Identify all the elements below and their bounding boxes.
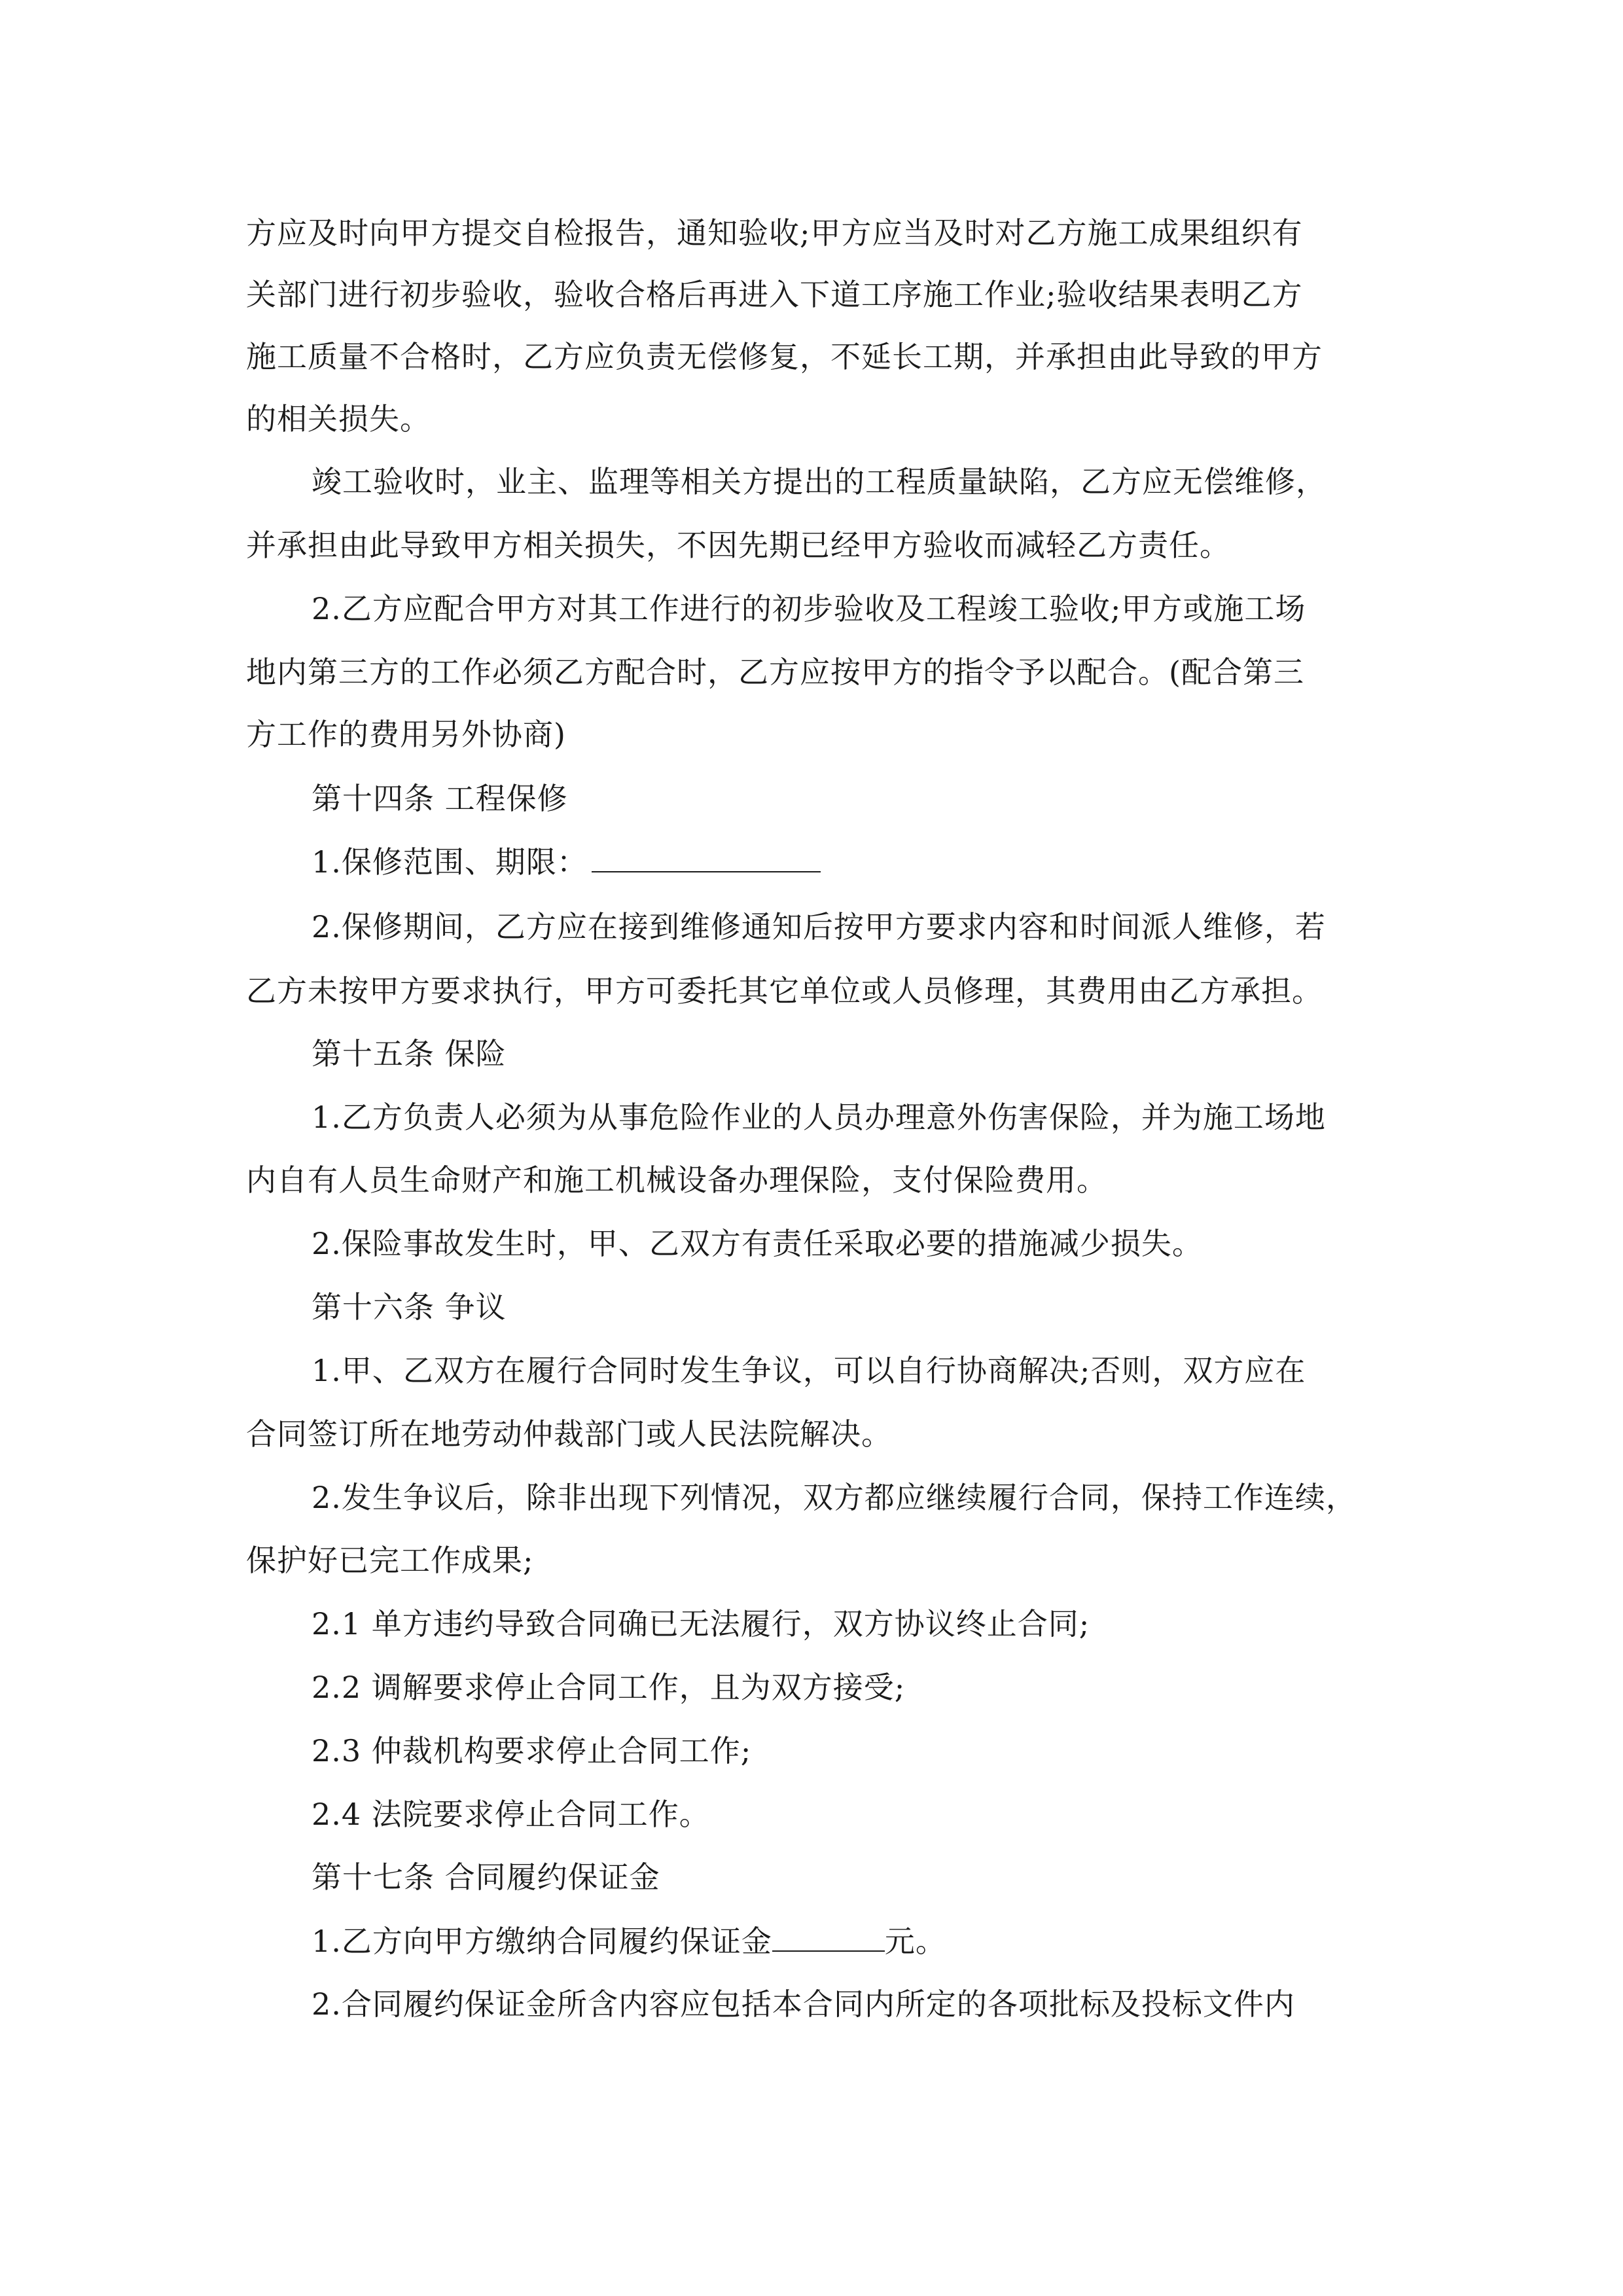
body-text-line: 2.保修期间，乙方应在接到维修通知后按甲方要求内容和时间派人维修，若	[312, 909, 1326, 944]
body-text-line: 2.保险事故发生时，甲、乙双方有责任采取必要的措施减少损失。	[312, 1226, 1203, 1261]
body-text-line: 合同签订所在地劳动仲裁部门或人民法院解决。	[246, 1416, 892, 1452]
body-text-line: 2.2 调解要求停止合同工作，且为双方接受;	[312, 1670, 906, 1705]
warranty-scope-label: 1.保修范围、期限：	[312, 844, 588, 880]
body-text-line: 并承担由此导致甲方相关损失，不因先期已经甲方验收而减轻乙方责任。	[246, 528, 1230, 563]
body-text-line: 关部门进行初步验收，验收合格后再进入下道工序施工作业;验收结果表明乙方	[246, 277, 1303, 312]
body-text-line: 内自有人员生命财产和施工机械设备办理保险，支付保险费用。	[246, 1162, 1107, 1198]
fill-in-blank	[772, 1924, 885, 1952]
body-text-line: 地内第三方的工作必须乙方配合时，乙方应按甲方的指令予以配合。(配合第三	[246, 655, 1304, 690]
body-text-line: 的相关损失。	[246, 401, 431, 437]
body-text-line: 1.乙方负责人必须为从事危险作业的人员办理意外伤害保险，并为施工场地	[312, 1100, 1326, 1135]
article-heading: 第十五条 保险	[312, 1036, 507, 1071]
article-heading: 第十四条 工程保修	[312, 781, 568, 816]
body-text-line: 1.甲、乙双方在履行合同时发生争议，可以自行协商解决;否则，双方应在	[312, 1353, 1306, 1388]
deposit-amount-label: 1.乙方向甲方缴纳合同履约保证金	[312, 1924, 772, 1959]
body-text-line	[312, 842, 821, 882]
body-text-line	[312, 1922, 946, 1961]
body-text-line: 施工质量不合格时，乙方应负责无偿修复，不延长工期，并承担由此导致的甲方	[246, 339, 1323, 374]
body-text-line: 方应及时向甲方提交自检报告，通知验收;甲方应当及时对乙方施工成果组织有	[246, 215, 1303, 251]
article-heading: 第十六条 争议	[312, 1289, 507, 1325]
body-text-line: 方工作的费用另外协商)	[246, 717, 566, 752]
body-text-line: 乙方未按甲方要求执行，甲方可委托其它单位或人员修理，其费用由乙方承担。	[246, 973, 1323, 1009]
body-text-line: 竣工验收时，业主、监理等相关方提出的工程质量缺陷，乙方应无偿维修，	[312, 464, 1327, 499]
article-heading: 第十七条 合同履约保证金	[312, 1859, 660, 1895]
currency-unit: 元。	[884, 1924, 946, 1959]
body-text-line: 2.4 法院要求停止合同工作。	[312, 1797, 710, 1832]
body-text-line: 2.发生争议后，除非出现下列情况，双方都应继续履行合同，保持工作连续，	[312, 1480, 1357, 1515]
body-text-line: 2.1 单方违约导致合同确已无法履行，双方协议终止合同;	[312, 1606, 1090, 1641]
body-text-line: 2.合同履约保证金所含内容应包括本合同内所定的各项批标及投标文件内	[312, 1986, 1295, 2022]
body-text-line: 2.乙方应配合甲方对其工作进行的初步验收及工程竣工验收;甲方或施工场	[312, 591, 1306, 626]
fill-in-blank	[592, 845, 821, 872]
body-text-line: 2.3 仲裁机构要求停止合同工作;	[312, 1733, 752, 1768]
body-text-line: 保护好已完工作成果;	[246, 1543, 534, 1578]
